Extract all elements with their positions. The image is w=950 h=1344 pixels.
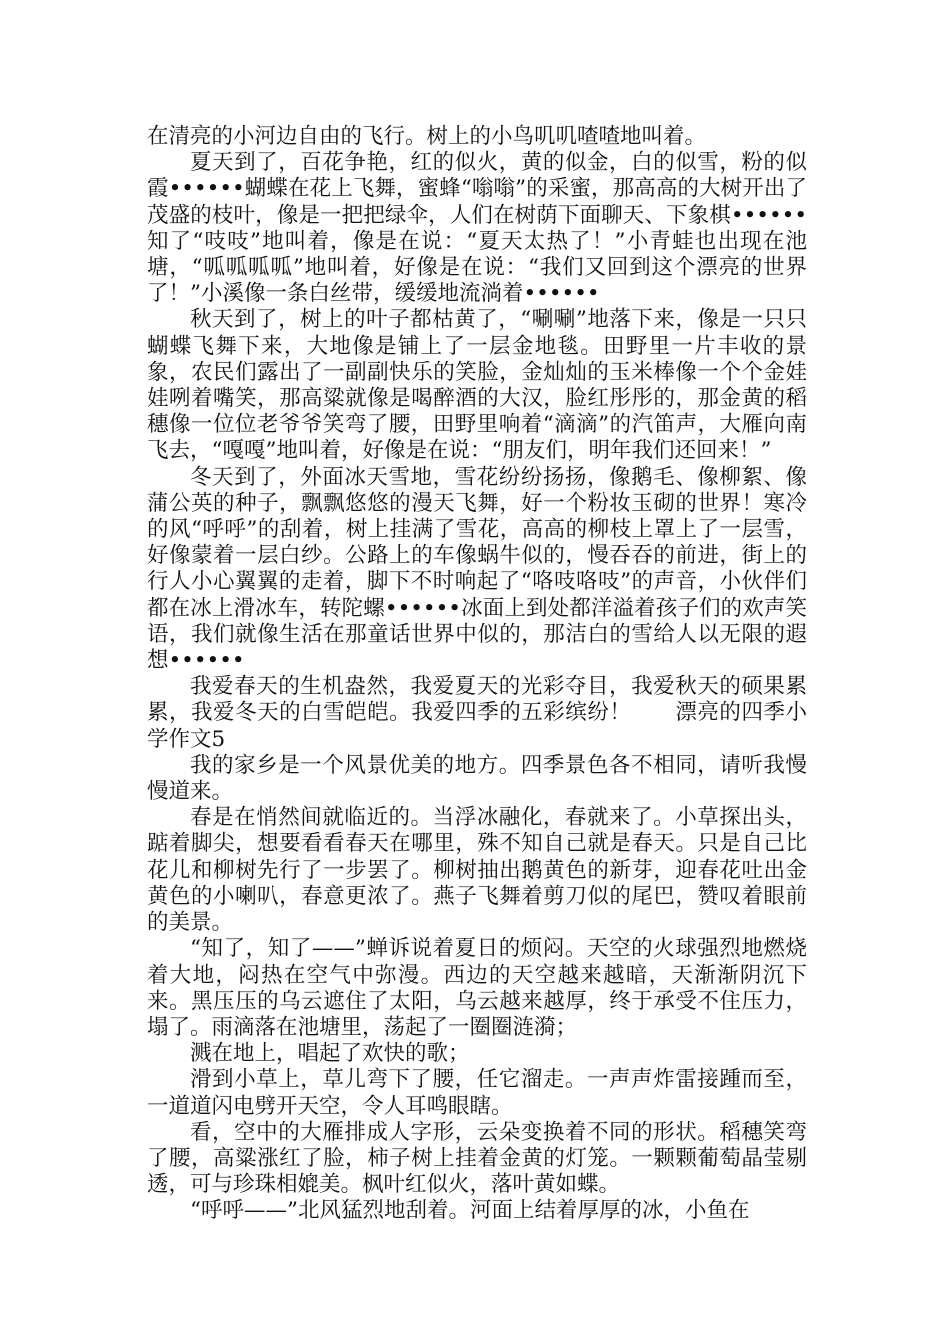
paragraph: 春是在悄然间就临近的。当浮冰融化，春就来了。小草探出头，踮着脚尖，想要看看春天在哪里，殊不知自己就是春天。只是自己比花儿和柳树先行了一步罢了。柳树抽出鹅黄色的新芽，迎春花吐出金黄色的小喇叭，春意更浓了。燕子飞舞着剪刀似的尾巴，赞叹着眼前的美景。	[147, 805, 807, 936]
paragraph: 冬天到了，外面冰天雪地，雪花纷纷扬扬，像鹅毛、像柳絮、像蒲公英的种子，飘飘悠悠的漫天飞舞，好一个粉妆玉砌的世界！寒冷的风“呼呼”的刮着，树上挂满了雪花，高高的柳枝上罩上了一层雪，好像蒙着一层白纱。公路上的车像蜗牛似的，慢吞吞的前进，街上的行人小心翼翼的走着，脚下不时响起了“咯吱咯吱”的声音，小伙伴们都在冰上滑冰车，转陀螺••••••冰面上到处都洋溢着孩子们的欢声笑语，我们就像生活在那童话世界中似的，那洁白的雪给人以无限的遐想••••••	[147, 464, 807, 674]
paragraph: 我爱春天的生机盎然，我爱夏天的光彩夺目，我爱秋天的硕果累累，我爱冬天的白雪皑皑。我爱四季的五彩缤纷！ 漂亮的四季小学作文5	[147, 674, 807, 752]
paragraph: 溅在地上，唱起了欢快的歌；	[190, 1041, 470, 1067]
paragraph: 看，空中的大雁排成人字形，云朵变换着不同的形状。稻穗笑弯了腰，高粱涨红了脸，柿子树上挂着金黄的灯笼。一颗颗葡萄晶莹剔透，可与珍珠相媲美。枫叶红似火，落叶黄如蝶。	[147, 1119, 807, 1198]
paragraph: 秋天到了，树上的叶子都枯黄了，“唰唰”地落下来，像是一只只蝴蝶飞舞下来，大地像是铺上了一层金地毯。田野里一片丰收的景象，农民们露出了一副副快乐的笑脸，金灿灿的玉米棒像一个个金娃娃咧着嘴笑，那高粱就像是喝醉酒的大汉，脸红彤彤的，那金黄的稻穗像一位位老爷爷笑弯了腰，田野里响着“滴滴”的汽笛声，大雁向南飞去，“嘎嘎”地叫着，好像是在说：“朋友们，明年我们还回来！”	[147, 307, 807, 464]
document-body	[147, 124, 807, 1225]
paragraph: 滑到小草上，草儿弯下了腰，任它溜走。一声声炸雷接踵而至，一道道闪电劈开天空，令人耳鸣眼瞎。	[147, 1067, 807, 1119]
paragraph: 在清亮的小河边自由的飞行。树上的小鸟叽叽喳喳地叫着。	[147, 124, 707, 149]
paragraph: “呼呼——”北风猛烈地刮着。河面上结着厚厚的冰，小鱼在	[190, 1198, 750, 1224]
paragraph: 我的家乡是一个风景优美的地方。四季景色各不相同，请听我慢慢道来。	[147, 752, 807, 805]
paragraph: 夏天到了，百花争艳，红的似火，黄的似金，白的似雪，粉的似霞••••••蝴蝶在花上飞舞，蜜蜂“嗡嗡”的采蜜，那高高的大树开出了茂盛的枝叶，像是一把把绿伞，人们在树荫下面聊天、下象棋••••••知了“吱吱”地叫着，像是在说：“夏天太热了！”小青蛙也出现在池塘，“呱呱呱呱”地叫着，好像是在说：“我们又回到这个漂亮的世界了！”小溪像一条白丝带，缓缓地流淌着••••••	[147, 150, 807, 307]
paragraph: “知了，知了——”蝉诉说着夏日的烦闷。天空的火球强烈地燃烧着大地，闷热在空气中弥漫。西边的天空越来越暗，天渐渐阴沉下来。黑压压的乌云遮住了太阳，乌云越来越厚，终于承受不住压力，塌了。雨滴落在池塘里，荡起了一圈圈涟漪；	[147, 936, 807, 1040]
